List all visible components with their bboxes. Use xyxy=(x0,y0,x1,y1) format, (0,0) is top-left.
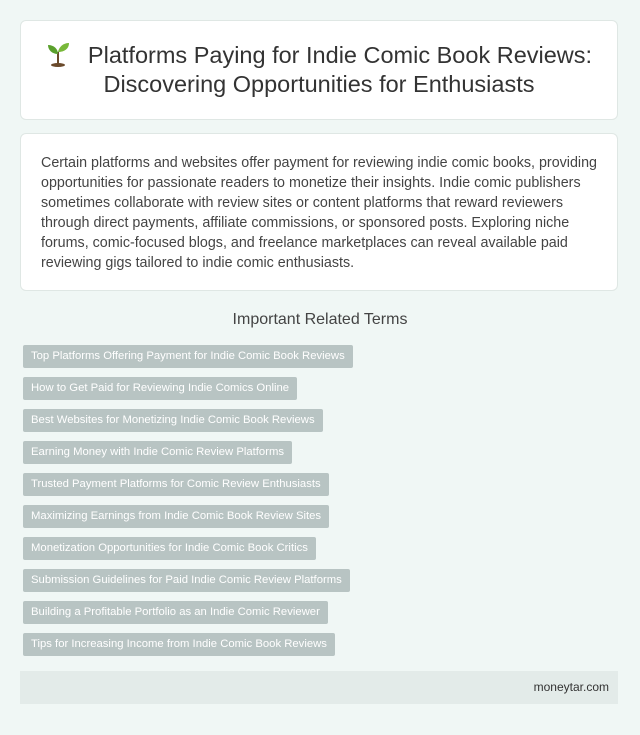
intro-paragraph: Certain platforms and websites offer payment for reviewing indie comic books, providing opportunities for passionate readers to monetize their insights. Indie comic publishers sometimes collaborate with review sites or content platforms that reward reviewers through direct payments, affiliate commissions, or sponsored posts. Exploring niche forums, comic-focused blogs, and freelance marketplaces can reveal available paid reviewing gigs tailored to indie comic enthusiasts. xyxy=(41,155,597,271)
related-term-item xyxy=(23,537,353,560)
related-term-tag[interactable]: Building a Profitable Portfolio as an Indie Comic Reviewer xyxy=(23,601,328,624)
related-term-item xyxy=(23,569,353,592)
related-term-item xyxy=(23,441,353,464)
footer-site-name[interactable]: moneytar.com xyxy=(533,680,609,694)
related-term-tag[interactable]: How to Get Paid for Reviewing Indie Comics Online xyxy=(23,377,297,400)
title-card xyxy=(20,20,618,120)
sprout-icon xyxy=(46,41,70,67)
footer xyxy=(20,671,618,704)
related-terms-heading: Important Related Terms xyxy=(232,311,408,328)
related-term-item xyxy=(23,409,353,432)
related-term-tag[interactable]: Trusted Payment Platforms for Comic Review Enthusiasts xyxy=(23,473,329,496)
related-term-item xyxy=(23,633,353,656)
related-term-tag[interactable]: Maximizing Earnings from Indie Comic Book Review Sites xyxy=(23,505,329,528)
related-term-item xyxy=(23,473,353,496)
related-term-tag[interactable]: Earning Money with Indie Comic Review Platforms xyxy=(23,441,292,464)
related-term-tag[interactable]: Monetization Opportunities for Indie Comic Book Critics xyxy=(23,537,316,560)
related-term-item xyxy=(23,345,353,368)
related-term-tag[interactable]: Top Platforms Offering Payment for Indie Comic Book Reviews xyxy=(23,345,353,368)
page-title-text: Platforms Paying for Indie Comic Book Reviews: Discovering Opportunities for Enthusiasts xyxy=(87,42,593,97)
intro-card xyxy=(20,133,618,291)
related-terms-list xyxy=(23,345,353,665)
page-title xyxy=(21,41,617,99)
related-term-item xyxy=(23,505,353,528)
related-term-tag[interactable]: Submission Guidelines for Paid Indie Comic Review Platforms xyxy=(23,569,350,592)
related-term-tag[interactable]: Best Websites for Monetizing Indie Comic Book Reviews xyxy=(23,409,323,432)
related-term-item xyxy=(23,601,353,624)
related-term-tag[interactable]: Tips for Increasing Income from Indie Comic Book Reviews xyxy=(23,633,335,656)
related-term-item xyxy=(23,377,353,400)
